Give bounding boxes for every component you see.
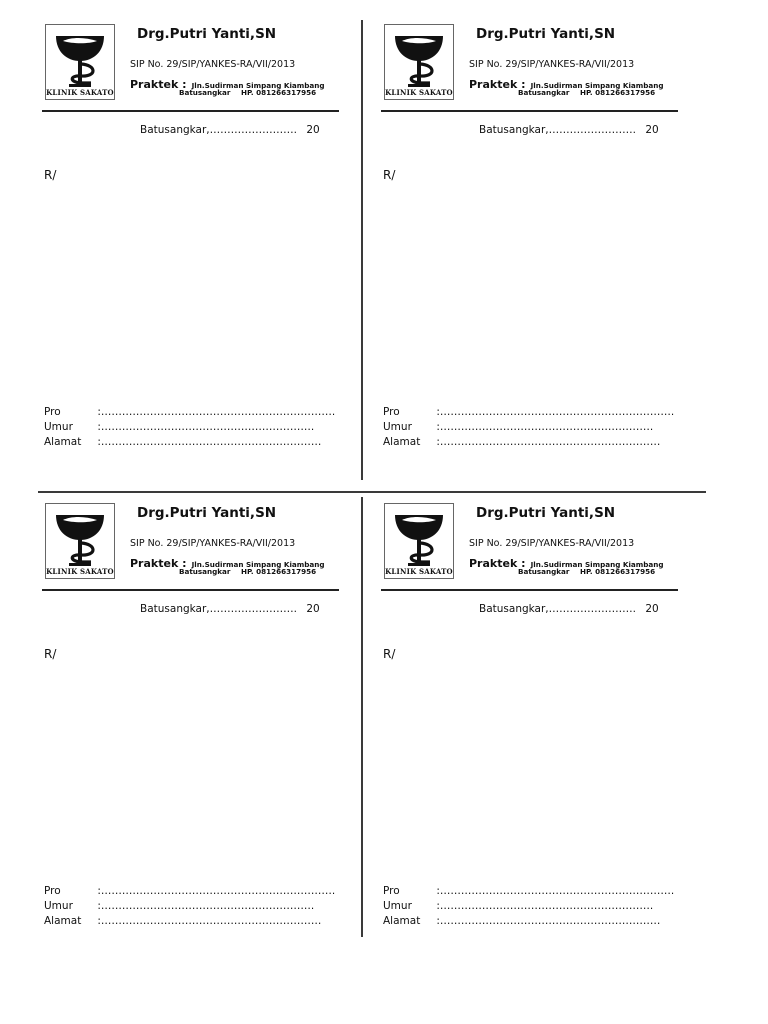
city: Batusangkar: [179, 567, 231, 576]
patient-field: [383, 885, 674, 900]
city: Batusangkar: [518, 567, 570, 576]
bowl-of-hygieia-icon: [390, 28, 448, 88]
prescription-form: [381, 501, 681, 941]
practice-address: Jln.Sudirman Simpang Kiambang: [191, 560, 325, 569]
date-line: [140, 603, 320, 615]
field-label: Alamat: [44, 436, 82, 448]
date-year: 20: [645, 603, 659, 615]
bowl-of-hygieia-icon: [51, 507, 109, 567]
practice-label: Praktek :: [130, 78, 187, 91]
recipe-symbol: R/: [383, 647, 396, 661]
field-label: Alamat: [44, 915, 82, 927]
date-line: [479, 603, 659, 615]
date-year: 20: [645, 124, 659, 136]
date-line: [479, 124, 659, 136]
prescription-form: [42, 501, 342, 941]
bowl-of-hygieia-icon: [51, 28, 109, 88]
field-blank[interactable]: :………………………………………………………….: [97, 406, 336, 418]
field-blank[interactable]: :………………………………………………………: [97, 436, 322, 448]
field-label: Pro: [383, 406, 400, 418]
date-place: Batusangkar,…………………….: [479, 603, 636, 615]
field-blank[interactable]: :………………………………………………………….: [436, 885, 675, 897]
city-phone-line: [179, 88, 316, 97]
header-rule: [381, 110, 678, 112]
recipe-symbol: R/: [44, 168, 57, 182]
header-rule: [381, 589, 678, 591]
sip-number: SIP No. 29/SIP/YANKES-RA/VII/2013: [130, 538, 296, 549]
patient-field: [383, 436, 674, 451]
clinic-logo: [45, 24, 115, 100]
clinic-logo-text: KLINIK SAKATO: [46, 567, 114, 576]
patient-field: [383, 406, 674, 421]
patient-fields: [383, 885, 674, 930]
field-blank[interactable]: :…………………………………………………….: [97, 900, 315, 912]
practice-address: Jln.Sudirman Simpang Kiambang: [530, 81, 664, 90]
patient-fields: [383, 406, 674, 451]
practice-address: Jln.Sudirman Simpang Kiambang: [530, 560, 664, 569]
field-blank[interactable]: :………………………………………………………….: [436, 406, 675, 418]
field-blank[interactable]: :…………………………………………………….: [436, 900, 654, 912]
field-label: Pro: [44, 406, 61, 418]
doctor-name: Drg.Putri Yanti,SN: [476, 505, 616, 521]
date-place: Batusangkar,…………………….: [140, 124, 297, 136]
field-label: Umur: [383, 421, 412, 433]
recipe-symbol: R/: [44, 647, 57, 661]
patient-field: [44, 885, 335, 900]
clinic-logo-text: KLINIK SAKATO: [46, 88, 114, 97]
recipe-symbol: R/: [383, 168, 396, 182]
city-phone-line: [179, 567, 316, 576]
patient-field: [44, 421, 335, 436]
field-blank[interactable]: :………………………………………………………: [97, 915, 322, 927]
patient-field: [44, 406, 335, 421]
doctor-name: Drg.Putri Yanti,SN: [137, 505, 277, 521]
field-label: Umur: [44, 900, 73, 912]
city: Batusangkar: [179, 88, 231, 97]
city: Batusangkar: [518, 88, 570, 97]
sip-number: SIP No. 29/SIP/YANKES-RA/VII/2013: [130, 59, 296, 70]
sip-number: SIP No. 29/SIP/YANKES-RA/VII/2013: [469, 59, 635, 70]
field-blank[interactable]: :………………………………………………………….: [97, 885, 336, 897]
patient-field: [383, 915, 674, 930]
header-rule: [42, 110, 339, 112]
horizontal-divider: [38, 491, 706, 493]
field-blank[interactable]: :………………………………………………………: [436, 915, 661, 927]
patient-field: [44, 915, 335, 930]
patient-field: [44, 436, 335, 451]
practice-label: Praktek :: [130, 557, 187, 570]
doctor-name: Drg.Putri Yanti,SN: [137, 26, 277, 42]
header-rule: [42, 589, 339, 591]
patient-field: [383, 421, 674, 436]
phone-number: HP. 081266317956: [579, 567, 656, 576]
vertical-divider-bottom: [361, 497, 363, 937]
patient-field: [44, 900, 335, 915]
clinic-logo: [384, 24, 454, 100]
doctor-name: Drg.Putri Yanti,SN: [476, 26, 616, 42]
date-line: [140, 124, 320, 136]
phone-number: HP. 081266317956: [240, 567, 317, 576]
clinic-logo-text: KLINIK SAKATO: [385, 567, 453, 576]
date-year: 20: [306, 603, 320, 615]
field-label: Pro: [383, 885, 400, 897]
sip-number: SIP No. 29/SIP/YANKES-RA/VII/2013: [469, 538, 635, 549]
practice-label: Praktek :: [469, 78, 526, 91]
city-phone-line: [518, 567, 655, 576]
practice-label: Praktek :: [469, 557, 526, 570]
date-place: Batusangkar,…………………….: [479, 124, 636, 136]
date-year: 20: [306, 124, 320, 136]
clinic-logo-text: KLINIK SAKATO: [385, 88, 453, 97]
field-label: Umur: [44, 421, 73, 433]
clinic-logo: [45, 503, 115, 579]
patient-field: [383, 900, 674, 915]
city-phone-line: [518, 88, 655, 97]
prescription-form: [381, 22, 681, 462]
phone-number: HP. 081266317956: [240, 88, 317, 97]
clinic-logo: [384, 503, 454, 579]
date-place: Batusangkar,…………………….: [140, 603, 297, 615]
bowl-of-hygieia-icon: [390, 507, 448, 567]
patient-fields: [44, 406, 335, 451]
field-label: Alamat: [383, 915, 421, 927]
prescription-form: [42, 22, 342, 462]
phone-number: HP. 081266317956: [579, 88, 656, 97]
field-blank[interactable]: :…………………………………………………….: [436, 421, 654, 433]
field-label: Alamat: [383, 436, 421, 448]
field-blank[interactable]: :…………………………………………………….: [97, 421, 315, 433]
vertical-divider-top: [361, 20, 363, 480]
field-label: Umur: [383, 900, 412, 912]
field-label: Pro: [44, 885, 61, 897]
patient-fields: [44, 885, 335, 930]
field-blank[interactable]: :………………………………………………………: [436, 436, 661, 448]
practice-address: Jln.Sudirman Simpang Kiambang: [191, 81, 325, 90]
